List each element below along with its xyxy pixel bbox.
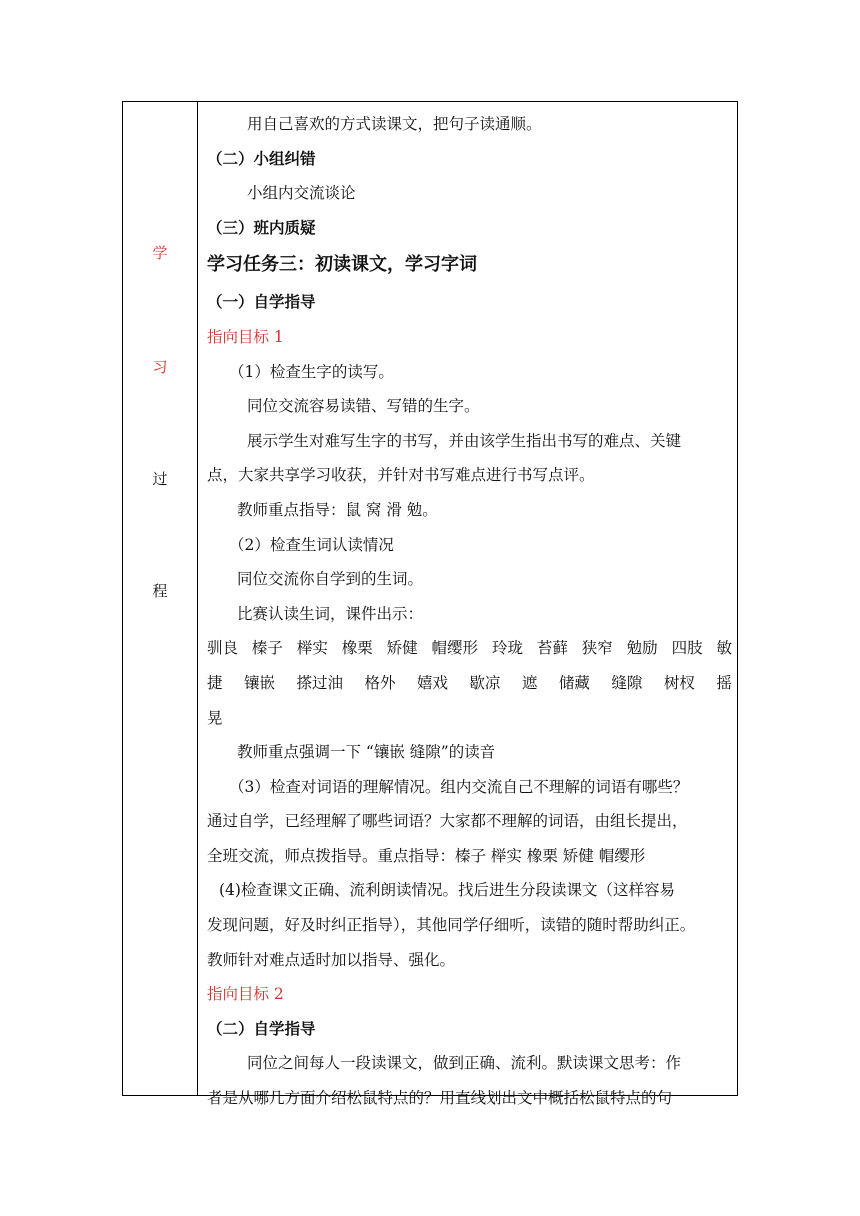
text-line: 同位交流你自学到的生词。 — [237, 570, 424, 589]
word-item: 遮 — [521, 673, 538, 692]
word-list-row-2 — [207, 666, 732, 701]
text-line: 用自己喜欢的方式读课文，把句子读通顺。 — [247, 115, 542, 133]
task-title: 学习任务三：初读课文，学习字词 — [207, 254, 477, 276]
section-heading: （一）自学指导 — [207, 292, 316, 312]
word-item: 矫健 — [386, 639, 418, 658]
word-item: 驯良 — [207, 639, 239, 658]
text-line: 小组内交流谈论 — [247, 184, 356, 203]
text-line: 通过自学，已经理解了哪些词语？大家都不理解的词语，由组长提出， — [207, 812, 688, 831]
word-item: 嬉戏 — [416, 673, 448, 692]
text-line: （1）检查生字的读写。 — [229, 362, 394, 381]
side-label-guo: 过 — [152, 470, 168, 488]
section-heading: （二）小组纠错 — [207, 148, 316, 168]
text-line: 教师重点指导：鼠 窝 滑 勉。 — [237, 500, 438, 519]
word-item: 镶嵌 — [243, 673, 275, 692]
text-line: 展示学生对难写生字的书写，并由该学生指出书写的难点、关键 — [247, 431, 682, 450]
word-item: 缝隙 — [611, 673, 643, 692]
word-item: 苔藓 — [536, 639, 568, 658]
text-line: 教师针对难点适时加以指导、强化。 — [207, 950, 456, 969]
target-label: 指向目标 2 — [207, 985, 284, 1004]
text-line: 同位交流容易读错、写错的生字。 — [247, 397, 480, 416]
side-label-xi: 习 — [152, 358, 168, 376]
column-divider — [197, 102, 198, 1095]
lesson-table — [122, 101, 738, 1108]
word-item: 搽过油 — [296, 673, 343, 692]
word-list-row-1 — [207, 631, 732, 666]
side-label-xue: 学 — [152, 244, 168, 262]
word-item: 榛子 — [251, 639, 283, 658]
word-item: 橡栗 — [341, 639, 373, 658]
word-item: 格外 — [364, 673, 396, 692]
word-item: 狭窄 — [581, 639, 613, 658]
text-line: （3）检查对词语的理解情况。组内交流自己不理解的词语有哪些？ — [229, 777, 689, 796]
text-line: 点，大家共享学习收获，并针对书写难点进行书写点评。 — [207, 466, 595, 485]
text-line: 发现问题，好及时纠正指导），其他同学仔细听，读错的随时帮助纠正。 — [207, 916, 696, 935]
word-item: 捷 — [207, 673, 223, 692]
lesson-content — [207, 107, 732, 1116]
word-item: 树杈 — [663, 673, 695, 692]
section-heading: （二）自学指导 — [207, 1018, 316, 1038]
word-item: 四肢 — [671, 639, 703, 658]
word-item: 敏 — [716, 639, 732, 658]
text-line: 同位之间每人一段读课文，做到正确、流利。默读课文思考：作 — [247, 1054, 682, 1073]
text-line: (4)检查课文正确、流利朗读情况。找后进生分段读课文（这样容易 — [219, 881, 675, 900]
text-line: 全班交流，师点拨指导。重点指导：榛子 榉实 橡栗 矫健 帽缨形 — [207, 846, 646, 865]
text-line: 比赛认读生词，课件出示： — [237, 604, 424, 623]
text-line: （2）检查生词认读情况 — [229, 535, 394, 554]
side-label-cheng: 程 — [152, 582, 168, 600]
word-item: 摇 — [716, 673, 732, 692]
word-item: 勉励 — [626, 639, 658, 658]
text-line: 教师重点强调一下 “镶嵌 缝隙”的读音 — [237, 743, 496, 762]
word-list-row-3: 晃 — [207, 708, 223, 727]
word-item: 玲珑 — [491, 639, 523, 658]
word-item: 歇凉 — [469, 673, 501, 692]
text-line: 者是从哪几方面介绍松鼠特点的？用直线划出文中概括松鼠特点的句 — [207, 1089, 673, 1108]
target-label: 指向目标 1 — [207, 327, 284, 346]
word-item: 帽缨形 — [431, 639, 479, 658]
word-item: 榉实 — [296, 639, 328, 658]
word-item: 储藏 — [558, 673, 590, 692]
section-heading: （三）班内质疑 — [207, 217, 316, 237]
